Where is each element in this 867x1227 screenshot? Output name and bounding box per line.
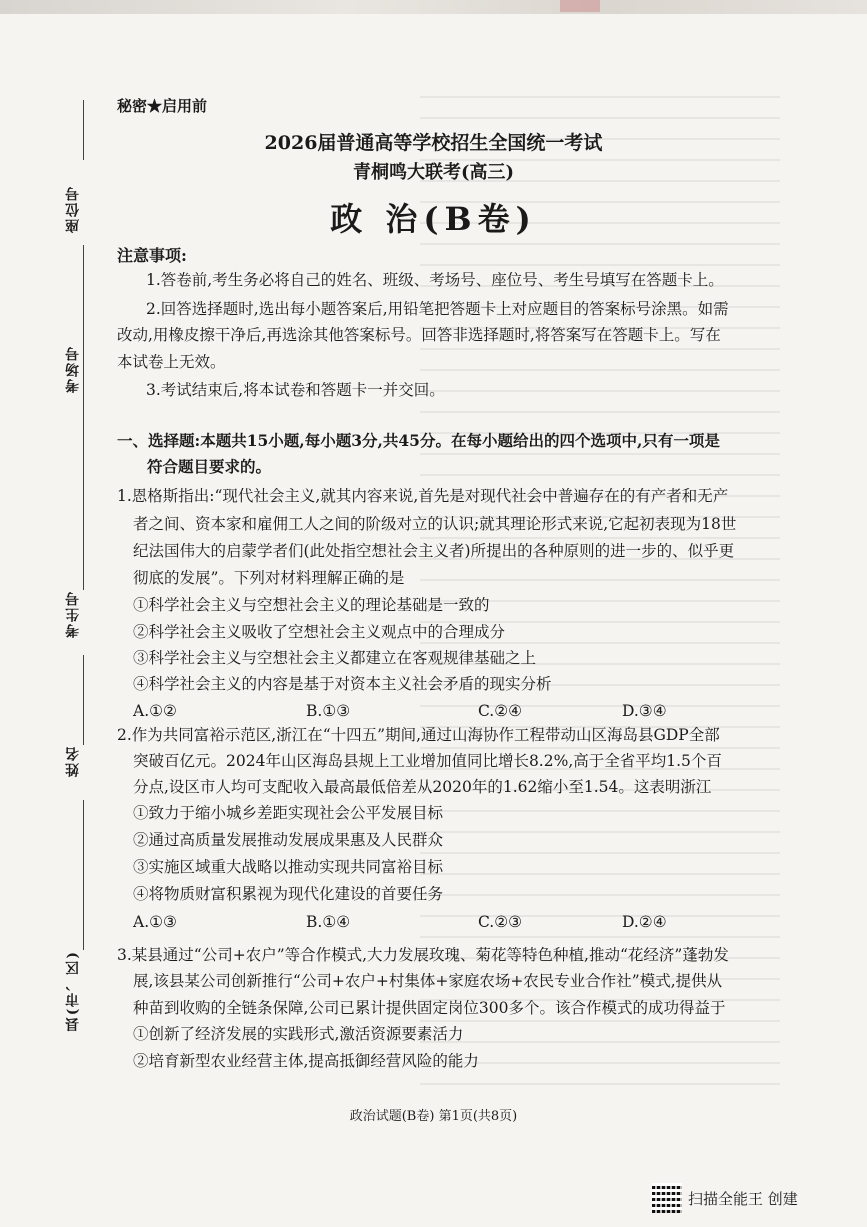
confidential-mark: 秘密★启用前 xyxy=(117,97,208,115)
statement: ②培育新型农业经营主体,提高抵御经营风险的能力 xyxy=(133,1052,479,1070)
section-heading xyxy=(117,430,720,477)
binding-strip xyxy=(55,100,95,1110)
question-text: 1.恩格斯指出:“现代社会主义,就其内容来说,首先是对现代社会中普遍存在的有产者和无产 xyxy=(117,487,729,505)
question-text: 种苗到收购的全链条保障,公司已累计提供固定岗位300多个。该合作模式的成功得益于 xyxy=(133,999,726,1017)
question-text: 者之间、资本家和雇佣工人之间的阶级对立的认识;就其理论形式来说,它起初表现为18世 xyxy=(133,515,737,533)
statement: ①创新了经济发展的实践形式,激活资源要素活力 xyxy=(133,1025,464,1043)
option-d: D.②④ xyxy=(622,913,667,931)
option-c: C.②④ xyxy=(478,702,523,720)
qr-code-icon xyxy=(652,1183,682,1213)
question-text: 展,该县某公司创新推行“公司+农户+村集体+家庭农场+农民专业合作社”模式,提供从 xyxy=(133,972,723,990)
question-text: 突破百亿元。2024年山区海岛县规上工业增加值同比增长8.2%,高于全省平均1.5个百 xyxy=(133,752,722,770)
question-text: 2.作为共同富裕示范区,浙江在“十四五”期间,通过山海协作工程带动山区海岛县GDP全部 xyxy=(117,726,720,744)
option-c: C.②③ xyxy=(478,913,523,931)
statement: ③科学社会主义与空想社会主义都建立在客观规律基础之上 xyxy=(133,649,537,667)
option-d: D.③④ xyxy=(622,702,667,720)
statement: ③实施区域重大战略以推动实现共同富裕目标 xyxy=(133,858,444,876)
county-label: 县(市、区) xyxy=(65,950,81,1032)
seat-label: 座位号 xyxy=(65,185,81,233)
name-label: 姓名 xyxy=(65,745,81,777)
notice-line: 2.回答选择题时,选出每小题答案后,用铅笔把答题卡上对应题目的答案标号涂黑。如需 xyxy=(146,300,729,318)
subject-title: 政 治(B卷) xyxy=(330,200,537,238)
section-heading-line: 符合题目要求的。 xyxy=(147,457,272,476)
notice-line: 改动,用橡皮擦干净后,再选涂其他答案标号。回答非选择题时,将答案写在答题卡上。写在 xyxy=(117,326,721,344)
statement: ④将物质财富积累视为现代化建设的首要任务 xyxy=(133,885,444,903)
notice-heading: 注意事项: xyxy=(117,246,187,265)
scanner-watermark xyxy=(652,1183,798,1213)
scan-edge xyxy=(0,0,867,14)
section-heading-line: 一、选择题:本题共15小题,每小题3分,共45分。在每小题给出的四个选项中,只有一项是 xyxy=(117,431,720,450)
statement: ④科学社会主义的内容是基于对资本主义社会矛盾的现实分析 xyxy=(133,675,552,693)
question-text: 分点,设区市人均可支配收入最高最低倍差从2020年的1.62缩小至1.54。这表明浙江 xyxy=(133,778,712,796)
notice-line: 3.考试结束后,将本试卷和答题卡一并交回。 xyxy=(146,381,445,399)
statement: ①致力于缩小城乡差距实现社会公平发展目标 xyxy=(133,804,444,822)
scanner-label: 扫描全能王 创建 xyxy=(688,1189,798,1208)
exam-number-label: 考生号 xyxy=(65,590,81,638)
exam-subtitle: 青桐鸣大联考(高三) xyxy=(352,162,515,183)
option-a: A.①② xyxy=(133,702,177,720)
option-a: A.①③ xyxy=(133,913,177,931)
question-text: 纪法国伟大的启蒙学者们(此处指空想社会主义者)所提出的各种原则的进一步的、似乎更 xyxy=(133,542,735,560)
statement: ①科学社会主义与空想社会主义的理论基础是一致的 xyxy=(133,596,490,614)
statement: ②通过高质量发展推动发展成果惠及人民群众 xyxy=(133,831,444,849)
question-text: 3.某县通过“公司+农户”等合作模式,大力发展玫瑰、菊花等特色种植,推动“花经济”蓬勃发 xyxy=(117,946,729,964)
exam-title: 2026届普通高等学校招生全国统一考试 xyxy=(264,132,603,154)
notice-line: 1.答卷前,考生务必将自己的姓名、班级、考场号、座位号、考生号填写在答题卡上。 xyxy=(146,271,724,289)
option-b: B.①④ xyxy=(306,913,351,931)
page-footer: 政治试题(B卷) 第1页(共8页) xyxy=(349,1109,518,1124)
room-label: 考场号 xyxy=(65,345,81,393)
option-b: B.①③ xyxy=(306,702,351,720)
statement: ②科学社会主义吸收了空想社会主义观点中的合理成分 xyxy=(133,623,506,641)
question-text: 彻底的发展”。下列对材料理解正确的是 xyxy=(133,569,405,587)
notice-line: 本试卷上无效。 xyxy=(117,353,226,371)
